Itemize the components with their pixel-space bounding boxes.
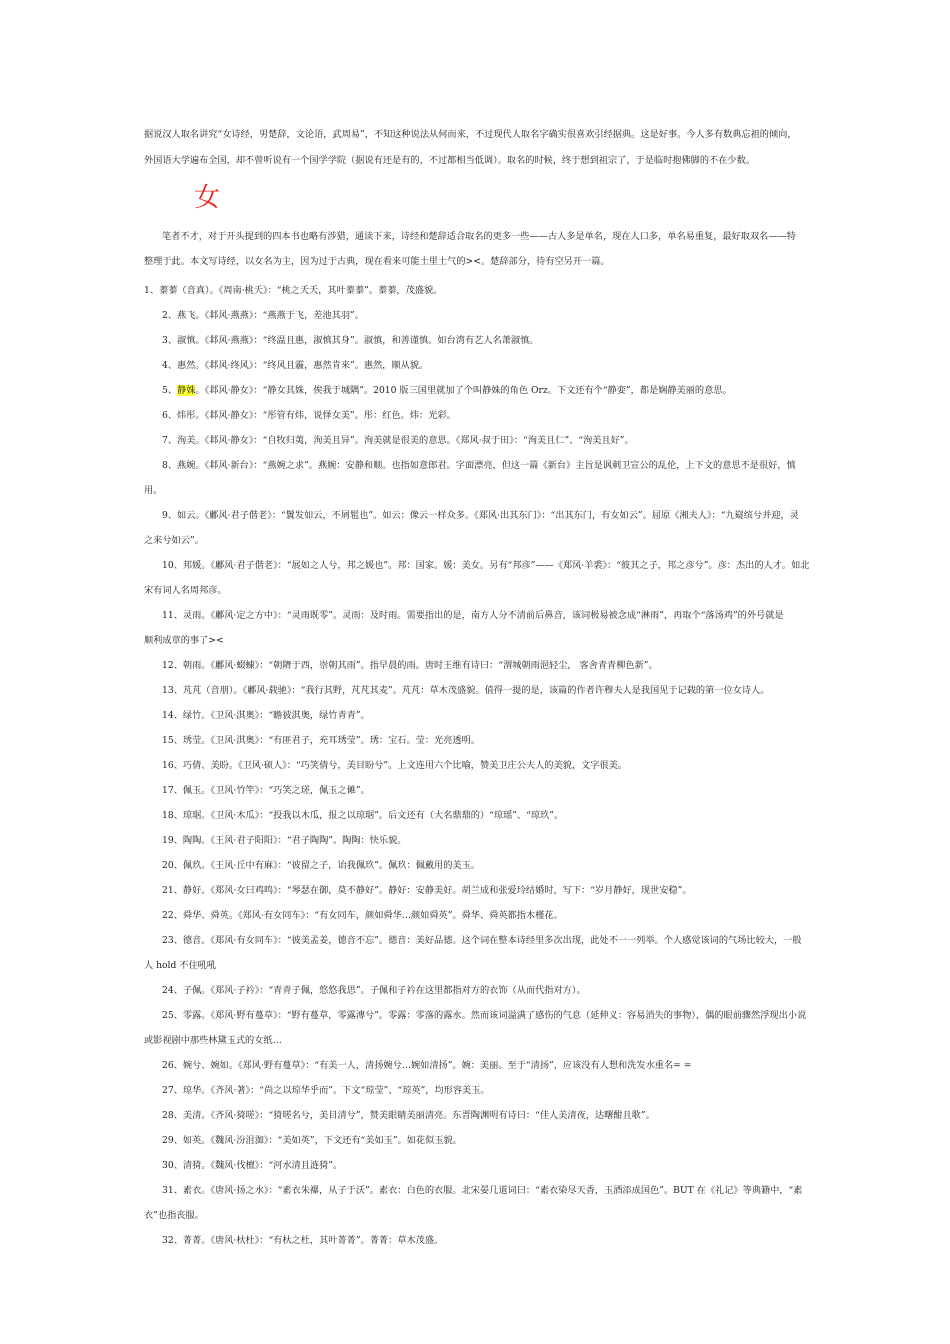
entry-line: 人 hold 不住吼吼 — [144, 960, 217, 971]
entry-line: 1、蓁蓁（音真）。《周南·桃夭》：“桃之夭夭，其叶蓁蓁”。蓁蓁，茂盛貌。 — [144, 285, 443, 296]
entry-line: 之来兮如云”。 — [144, 535, 204, 546]
preface-line-2: 整理于此。本文写诗经，以女名为主，因为过于古典，现在看来可能土里土气的><。楚辞部分，待有空另开一篇。 — [144, 256, 610, 267]
entry-line: 3、淑慎。《邶风·燕燕》：“终温且惠，淑慎其身”。淑慎，和善谨慎。如台湾有艺人名萧淑慎。 — [162, 335, 539, 346]
entry-line: 宋有词人名周邦彦。 — [144, 585, 227, 596]
entry-line: 32、菁菁。《唐风·杕杜》：“有杕之杜，其叶菁菁”。菁菁：草木茂盛。 — [162, 1235, 444, 1246]
entry-line: 2、燕飞。《邶风·燕燕》：“燕燕于飞，差池其羽”。 — [162, 310, 364, 321]
entry-line: 顺利成章的事了>< — [144, 635, 224, 646]
entry-line: 18、琼琚。《卫风·木瓜》：“投我以木瓜，报之以琼琚”。后文还有（大名鼎鼎的）“琼瑶”、“琼玖”。 — [162, 810, 564, 821]
entry-line: 7、洵美。《邶风·静女》：“自牧归荑，洵美且异”。洵美就是很美的意思。《郑风·叔于田》：“洵美且仁”、“洵美且好”。 — [162, 435, 634, 446]
entry-line: 26、婉兮、婉如。《郑风·野有蔓草》：“有美一人，清扬婉兮…婉如清扬”。婉：美丽。至于“清扬”，应该没有人想和洗发水重名= = — [162, 1060, 692, 1071]
entry-line: 或影视剧中那些林黛玉式的女纸… — [144, 1035, 282, 1046]
entry-line: 24、子佩。《郑风·子衿》：“青青子佩，悠悠我思”。子佩和子衿在这里都指对方的衣饰（从而代指对方）。 — [162, 985, 586, 996]
entry-line: 19、陶陶。《王风·君子阳阳》：“君子陶陶”。陶陶：快乐貌。 — [162, 835, 407, 846]
entry-rest: 。《邶风·静女》：“静女其姝，俟我于城隅”。2010 版三国里就加了个叫静姝的角色 Orz。下文还有个“静娈”，都是娴静美丽的意思。 — [195, 385, 732, 396]
entry-line — [144, 378, 810, 403]
intro-line-1: 据说汉人取名讲究“女诗经，男楚辞，文论语，武周易”，不知这种说法从何而来，不过现代人取名字确实很喜欢引经据典。这是好事。今人多有数典忘祖的倾向， — [144, 129, 797, 140]
entry-line: 27、琼华。《齐风·著》：“尚之以琼华乎而”。下文“琼莹”、“琼英”，均形容美玉。 — [162, 1085, 490, 1096]
entry-line: 23、德音。《郑风·有女同车》：“彼美孟姜，德音不忘”。德音：美好品德。这个词在整本诗经里多次出现，此处不一一列举。个人感觉该词的气场比较大，一般 — [162, 935, 802, 946]
entry-line: 11、灵雨。《鄘风·定之方中》：“灵雨既零”。灵雨：及时雨。需要指出的是，南方人分不清前后鼻音，该词极易被念成“淋雨”，再取个“落汤鸡”的外号就是 — [162, 610, 784, 621]
entry-line: 22、舜华、舜英。《郑风·有女同车》：“有女同车，颜如舜华…颜如舜英”。舜华、舜英都指木槿花。 — [162, 910, 563, 921]
intro-paragraph — [144, 122, 810, 174]
entry-line: 12、朝雨。《鄘风·蝃蝀》：“朝隮于西，崇朝其雨”。指早晨的雨。唐时王维有诗曰：“渭城朝雨浥轻尘， 客舍青青柳色新”。 — [162, 660, 658, 671]
entry-line: 15、琇莹。《卫风·淇奥》：“有匪君子，充耳琇莹”。琇：宝石。莹：光亮透明。 — [162, 735, 480, 746]
entry-line: 14、绿竹。《卫风·淇奥》：“瞻彼淇奥，绿竹青青”。 — [162, 710, 370, 721]
entry-line: 20、佩玖。《王风·丘中有麻》：“彼留之子，诒我佩玖”。佩玖：佩戴用的美玉。 — [162, 860, 480, 871]
preface-paragraph — [144, 224, 810, 274]
entry-line: 21、静好。《郑风·女曰鸡鸣》：“琴瑟在御，莫不静好”。静好：安静美好。胡兰成和张爱玲结婚时，写下：“岁月静好，现世安稳”。 — [162, 885, 692, 896]
intro-line-2: 外国语大学遍布全国，却不曾听说有一个国学学院（据说有还是有的，不过都相当低调）。取名的时候，终于想到祖宗了，于是临时抱佛脚的不在少数。 — [144, 155, 755, 166]
entry-line: 9、如云。《鄘风·君子偕老》：“鬒发如云，不屑髢也”。如云：像云一样众多。《郑风·出其东门》：“出其东门，有女如云”。屈原《湘夫人》：“九嶷缤兮并迎，灵 — [162, 510, 799, 521]
highlighted-name: 静姝 — [177, 385, 196, 396]
entry-line: 13、芃芃（音朋）。《鄘风·载驰》：“我行其野，芃芃其麦”。芃芃：草木茂盛貌。值得一提的是，该篇的作者许穆夫人是我国见于记载的第一位女诗人。 — [162, 685, 770, 696]
entry-line: 25、零露。《郑风·野有蔓草》：“野有蔓草，零露漙兮”。零露：零落的露水。然而该词溢满了感伤的气息（延伸义：容易消失的事物），偶的眼前骤然浮现出小说 — [162, 1010, 807, 1021]
section-title-character: 女 — [194, 183, 221, 213]
entry-line: 17、佩玉。《卫风·竹竿》：“巧笑之瑳，佩玉之傩”。 — [162, 785, 370, 796]
entry-line: 衣”也指丧服。 — [144, 1210, 204, 1221]
entry-line: 29、如英。《魏风·汾沮洳》：“美如英”，下文还有“美如玉”。如花似玉貌。 — [162, 1135, 462, 1146]
entry-line: 10、邦媛。《鄘风·君子偕老》：“展如之人兮，邦之媛也”。邦：国家。媛：美女。另有“邦彦”——《郑风·羊裘》：“彼其之子，邦之彦兮”。彦：杰出的人才。如北 — [162, 560, 810, 571]
entry-line: 30、清猗。《魏风·伐檀》：“河水清且涟猗”。 — [162, 1160, 343, 1171]
preface-line-1: 笔者不才，对于开头提到的四本书也略有涉猎，通读下来，诗经和楚辞适合取名的更多一些——古人多是单名，现在人口多，单名易重复，最好取双名——特 — [162, 231, 796, 242]
name-entry-list — [144, 278, 810, 1253]
entry-line: 6、炜彤。《邶风·静女》：“彤管有炜，说怿女美”。彤：红色。炜：光彩。 — [162, 410, 456, 421]
entry-line: 28、美清。《齐风·猗嗟》：“猗嗟名兮，美目清兮”，赞美眼睛美丽清亮。东晋陶渊明有诗曰：“佳人美清夜，达曙酣且歌”。 — [162, 1110, 655, 1121]
entry-prefix: 5、 — [162, 385, 178, 396]
entry-line: 4、惠然。《邶风·终风》：“终风且霾，惠然肯来”。惠然，顺从貌。 — [162, 360, 429, 371]
entry-line: 8、燕婉。《邶风·新台》：“燕婉之求”。燕婉：安静和顺。也指如意郎君。字面漂亮，但这一篇《新台》主旨是讽刺卫宣公的乱伦，上下文的意思不是很好，慎用。 — [144, 460, 796, 496]
entry-line: 16、巧倩、美盼。《卫风·硕人》：“巧笑倩兮，美目盼兮”。上文连用六个比喻，赞美卫庄公夫人的美貌，文字很美。 — [162, 760, 627, 771]
entry-line: 31、素衣。《唐风·扬之水》：“素衣朱襮，从子于沃”。素衣：白色的衣服。北宋晏几道词曰：“素衣染尽天香，玉酒添成国色”。BUT 在《礼记》等典籍中，“素 — [162, 1185, 803, 1196]
